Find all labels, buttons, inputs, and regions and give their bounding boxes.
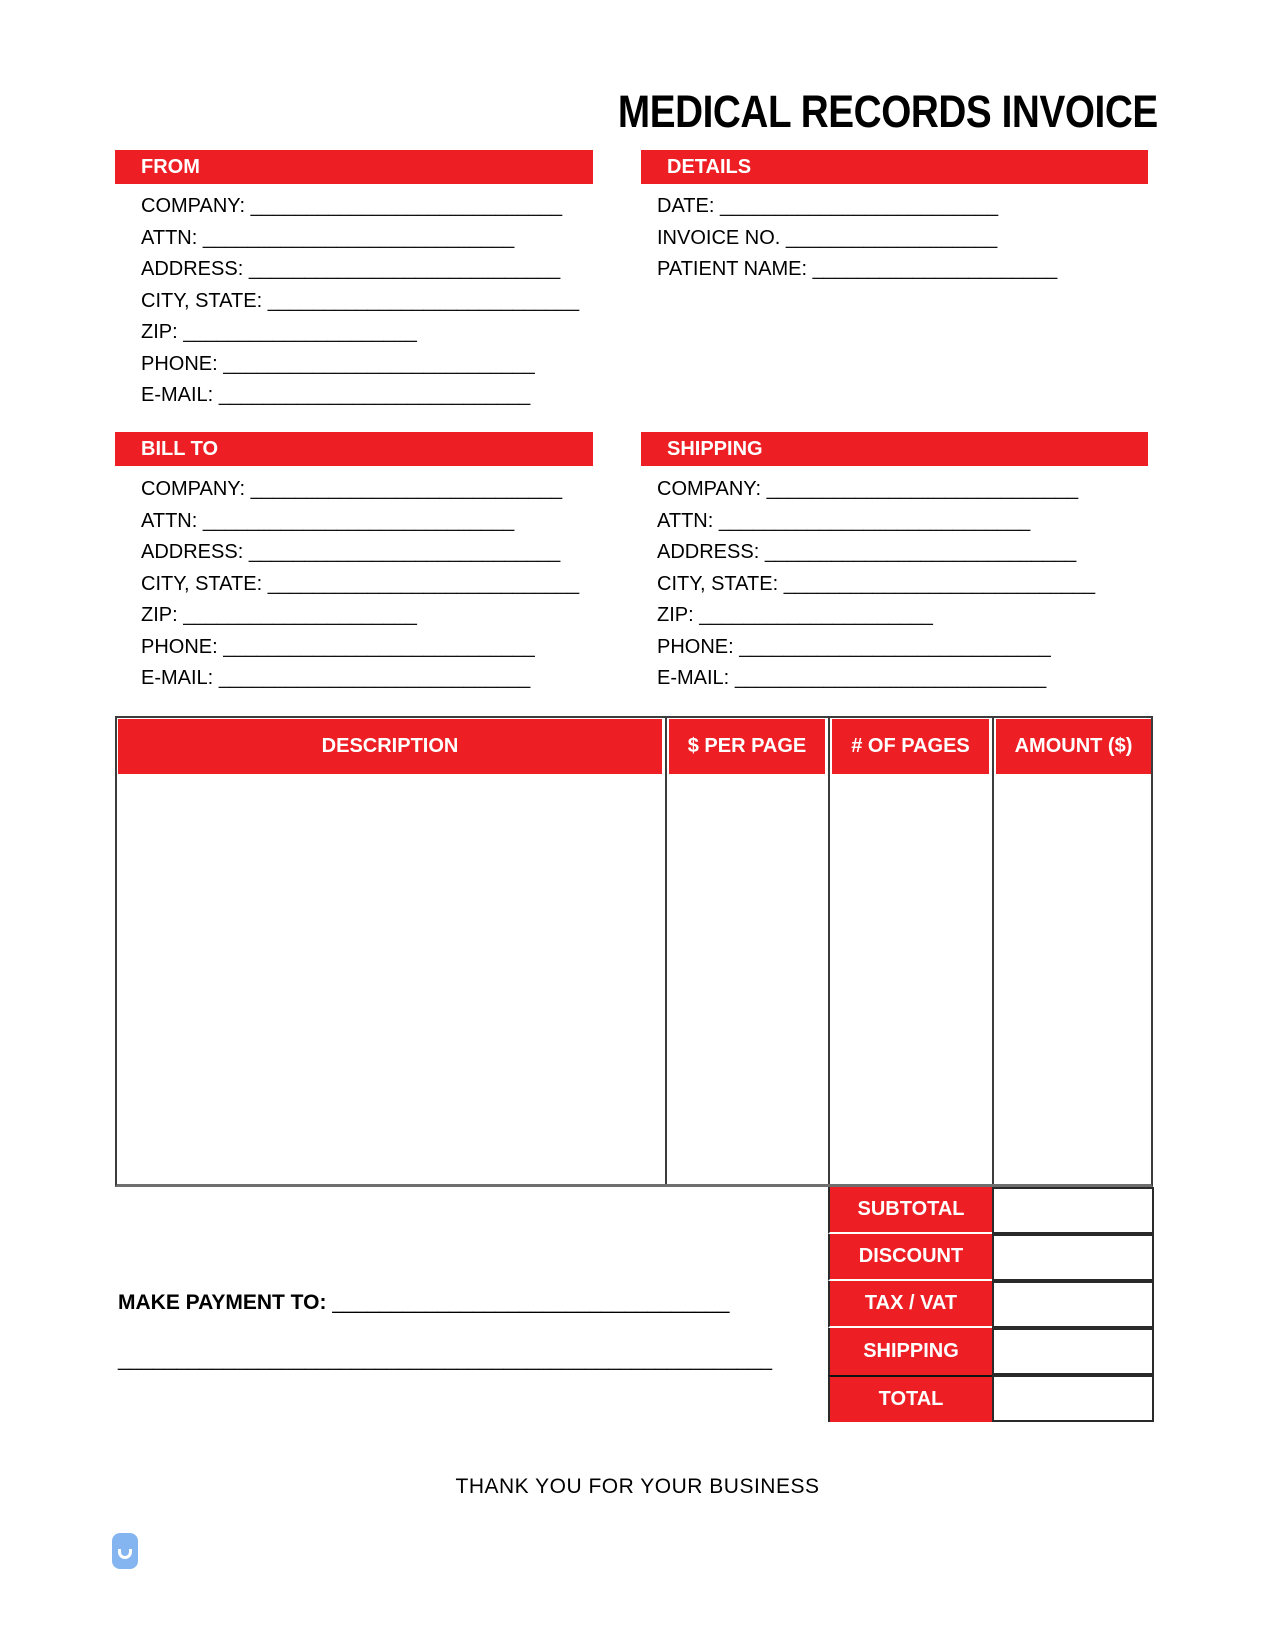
blank-line: __________________________________ <box>332 1291 730 1314</box>
blank-line: _____________________ <box>183 321 417 343</box>
column-divider <box>665 718 667 1184</box>
field-city-state: CITY, STATE: ____________________________ <box>141 289 580 312</box>
field-invoice-no: INVOICE NO. ___________________ <box>657 226 998 249</box>
blank-line: ____________________________ <box>250 478 563 500</box>
bill-to-fields <box>141 474 579 695</box>
field-company: COMPANY: ____________________________ <box>141 195 563 217</box>
items-table <box>115 716 1153 1187</box>
column-divider <box>828 718 830 1184</box>
blank-line: ____________________________ <box>223 352 535 375</box>
smile-mouth-shape <box>118 1549 132 1559</box>
blank-line: ____________________________ <box>248 541 561 563</box>
totals-value <box>992 1281 1154 1328</box>
section-header-bill-to <box>115 432 593 466</box>
details-fields <box>657 191 1057 286</box>
make-payment-label: MAKE PAYMENT TO: <box>118 1291 327 1314</box>
shipping-fields <box>657 474 1095 695</box>
totals-value <box>992 1328 1154 1375</box>
blank-line: _________________________ <box>719 195 999 217</box>
blank-line: ____________________________ <box>718 509 1031 532</box>
field-company: COMPANY: ____________________________ <box>657 478 1079 500</box>
blank-line: _____________________ <box>183 604 417 626</box>
column-header-amount: AMOUNT ($) <box>996 719 1151 774</box>
blank-line: ___________________ <box>785 226 998 249</box>
column-divider <box>992 718 994 1184</box>
field-address: ADDRESS: ____________________________ <box>657 541 1077 563</box>
section-header-shipping <box>641 432 1148 466</box>
payment-extra-line: ________________________________________________________ <box>118 1348 773 1371</box>
blank-line: ____________________________ <box>734 667 1047 689</box>
totals-row-total <box>828 1375 1154 1422</box>
totals-value <box>992 1234 1154 1281</box>
blank-line: ____________________________ <box>202 509 515 532</box>
smile-doc-icon <box>112 1533 138 1569</box>
page-title: MEDICAL RECORDS INVOICE <box>618 86 1158 137</box>
blank-line: ____________________________ <box>267 572 580 595</box>
column-header-description: DESCRIPTION <box>118 719 662 774</box>
field-attn: ATTN: ____________________________ <box>657 509 1031 532</box>
blank-line: ____________________________ <box>764 541 1077 563</box>
field-patient-name: PATIENT NAME: ______________________ <box>657 258 1058 280</box>
totals-row-shipping <box>828 1328 1154 1375</box>
field-email: E-MAIL: ____________________________ <box>657 667 1047 689</box>
totals-label: TAX / VAT <box>828 1281 992 1328</box>
make-payment-to <box>118 1291 729 1315</box>
thank-you-message: THANK YOU FOR YOUR BUSINESS <box>455 1475 820 1498</box>
blank-line: ____________________________ <box>766 478 1079 500</box>
blank-line: _____________________ <box>699 604 933 626</box>
totals-row-discount <box>828 1234 1154 1281</box>
section-header-details <box>641 150 1148 184</box>
field-email: E-MAIL: ____________________________ <box>141 667 531 689</box>
field-zip: ZIP: _____________________ <box>141 321 417 343</box>
field-phone: PHONE: ____________________________ <box>657 635 1051 658</box>
field-zip: ZIP: _____________________ <box>141 604 417 626</box>
blank-line: ____________________________ <box>202 226 515 249</box>
blank-line: ____________________________ <box>250 195 563 217</box>
from-fields <box>141 191 579 412</box>
blank-line: ____________________________ <box>783 572 1096 595</box>
section-header-from <box>115 150 593 184</box>
field-attn: ATTN: ____________________________ <box>141 226 515 249</box>
blank-line: ____________________________ <box>223 635 535 658</box>
section-heading: SHIPPING <box>667 438 763 460</box>
blank-line: ____________________________ <box>267 289 580 312</box>
section-heading: FROM <box>141 156 200 178</box>
field-city-state: CITY, STATE: ____________________________ <box>657 572 1096 595</box>
totals-label: SHIPPING <box>828 1328 992 1375</box>
field-phone: PHONE: ____________________________ <box>141 352 535 375</box>
totals-label: TOTAL <box>828 1375 992 1422</box>
blank-line: ______________________ <box>812 258 1058 280</box>
field-address: ADDRESS: ____________________________ <box>141 258 561 280</box>
totals-label: SUBTOTAL <box>828 1187 992 1234</box>
field-date: DATE: _________________________ <box>657 195 999 217</box>
totals-row-tax-vat <box>828 1281 1154 1328</box>
column-header-per-page: $ PER PAGE <box>669 719 825 774</box>
field-address: ADDRESS: ____________________________ <box>141 541 561 563</box>
blank-line: ____________________________ <box>218 384 531 406</box>
field-attn: ATTN: ____________________________ <box>141 509 515 532</box>
field-email: E-MAIL: ____________________________ <box>141 384 531 406</box>
column-header-num-pages: # OF PAGES <box>832 719 989 774</box>
totals-value <box>992 1187 1154 1234</box>
totals-label: DISCOUNT <box>828 1234 992 1281</box>
blank-line: ____________________________ <box>218 667 531 689</box>
blank-line: ____________________________ <box>248 258 561 280</box>
totals-value <box>992 1375 1154 1422</box>
field-zip: ZIP: _____________________ <box>657 604 933 626</box>
section-heading: BILL TO <box>141 438 219 460</box>
section-heading: DETAILS <box>667 156 752 178</box>
blank-line: ____________________________ <box>739 635 1051 658</box>
field-city-state: CITY, STATE: ____________________________ <box>141 572 580 595</box>
field-company: COMPANY: ____________________________ <box>141 478 563 500</box>
totals-row-subtotal <box>828 1187 1154 1234</box>
field-phone: PHONE: ____________________________ <box>141 635 535 658</box>
